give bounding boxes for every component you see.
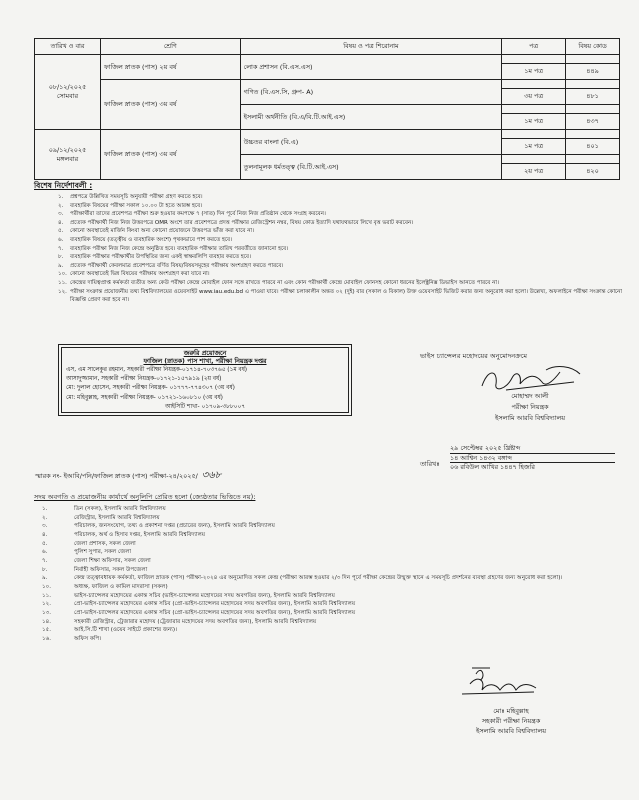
distribution-item-text: প্রো-ভাইস-চ্যান্সেলর মহোদয়ের একান্ত সচিব (প্রো-ভাইস-চ্যান্সেলর মহোদয়ের সদয় অবগতির জন্য), ইসলামি আরবি বিশ্ববিদ্যালয় bbox=[74, 601, 356, 608]
instruction-item-number: ৪. bbox=[58, 219, 64, 226]
distribution-item bbox=[42, 557, 627, 566]
distribution-item bbox=[42, 609, 627, 618]
table-cell: গণিত (বি.এস.সি, গ্রুপ- A) bbox=[240, 80, 502, 105]
instruction-item bbox=[40, 279, 625, 288]
contact-title: জরুরি প্রয়োজনে bbox=[183, 350, 227, 357]
instruction-item-number: ৮. bbox=[58, 254, 64, 261]
instruction-item bbox=[40, 193, 625, 202]
distribution-item-text: কেন্দ্র তত্ত্বাবধায়ক কর্মকর্তা, ফাজিল স্নাতক (পাস) পরীক্ষা-২০২৪ এর অনুমোদিত সকল কেন্দ্র (পরীক্ষা আরম্ভ হওয়ার ২/৩ দিন পূর্বে পরীক্ষা কেন্দ্রের উন্মুক্ত স্থানে এ সময়সূচি প্রদর্শনের ব্যবস্থা গ্রহণের জন্য অনুরোধ করা হলো)। bbox=[74, 575, 563, 582]
distribution-list bbox=[42, 505, 627, 644]
distribution-item-number: ৪. bbox=[42, 531, 48, 538]
instruction-item bbox=[40, 270, 625, 279]
table-cell bbox=[566, 155, 620, 164]
distribution-heading: সদয় অবগতি ও প্রয়োজনীয় কার্যার্থে অনুলিপি প্রেরিত হলো (জ্যেষ্ঠতার ভিত্তিতে নয়): bbox=[34, 493, 256, 501]
table-row bbox=[35, 80, 620, 89]
table-cell: লোক প্রশাসন (বি.এস.এস) bbox=[240, 55, 502, 80]
instruction-item bbox=[40, 245, 625, 254]
instruction-item-text: ব্যবহারিক বিষয়ে (তত্ত্বীয় ও ব্যবহারিক অংশে) পৃথকভাবে পাশ করতে হবে। bbox=[70, 236, 233, 243]
contact-line: মো: দুলাল হোসেন, সহকারী পরীক্ষা নিয়ন্ত্রক- ০১৭৭৭-৭৭৪৩০৭ (৩য় বর্ষ) bbox=[66, 385, 235, 392]
instruction-item bbox=[40, 262, 625, 271]
table-cell: ৪৩৭ bbox=[566, 114, 620, 130]
distribution-item-number: ১১. bbox=[42, 592, 52, 599]
controller-signatory bbox=[455, 391, 605, 424]
instruction-item-number: ৬. bbox=[58, 236, 64, 243]
contact-line: মো: মহিবুল্লাহ, সহকারী পরীক্ষা নিয়ন্ত্রক- ০১৭২১-১৬০৮১০ (৩য় বর্ষ) bbox=[66, 394, 223, 401]
date-hijri: ০৬ রবিউল আখির ১৪৪৭ হিজরি bbox=[450, 463, 535, 471]
distribution-item bbox=[42, 626, 627, 635]
instruction-item-text: কোনো অবস্থাতেই মার্জিন কিংবা অন্য কোনো প্রয়োজনে উত্তরপত্র ভাঁজ করা যাবে না। bbox=[70, 228, 255, 235]
distribution-item-text: জেলা প্রশাসক, সকল জেলা bbox=[74, 540, 136, 547]
instruction-item-number: ৫. bbox=[58, 228, 64, 235]
distribution-item-text: পুলিশ সুপার, সকল জেলা bbox=[74, 549, 132, 556]
table-row bbox=[35, 55, 620, 64]
instruction-item-text: প্রশ্নপত্রে উল্লিখিত সময়সূচি অনুযায়ী পরীক্ষা গ্রহণ করতে হবে। bbox=[70, 194, 203, 200]
distribution-item bbox=[42, 505, 627, 514]
distribution-item-text: অফিস কপি। bbox=[74, 635, 102, 642]
distribution-item-number: ২. bbox=[42, 514, 48, 521]
header-paper: পত্র bbox=[502, 39, 566, 55]
emergency-contact-box bbox=[58, 344, 352, 416]
instruction-item-text: প্রত্যেক পরীক্ষার্থী কেবলমাত্র প্রবেশপত্রে বর্ণিত বিষয়/বিষয়সমূহের পরীক্ষায় অংশগ্রহণ করতে পারবে। bbox=[70, 262, 284, 269]
distribution-item-number: ৯. bbox=[42, 575, 48, 582]
distribution-item-text: নির্বাহী অফিসার, সকল উপজেলা bbox=[74, 566, 148, 573]
instruction-item-number: ৩. bbox=[58, 211, 64, 218]
signatory-title: সহকারী পরীক্ষা নিয়ন্ত্রক bbox=[481, 717, 541, 725]
header-class: শ্রেণি bbox=[100, 39, 240, 55]
table-cell: ইসলামী অর্থনীতি (বি.এ/বি.টি.আই.এস) bbox=[240, 105, 502, 130]
day1-date-cell bbox=[35, 55, 101, 130]
instruction-item bbox=[40, 288, 625, 305]
contact-subtitle: ফাজিল (স্নাতক) পাস শাখা, পরীক্ষা নিয়ন্ত্রক দপ্তর bbox=[143, 358, 267, 365]
distribution-item bbox=[42, 531, 627, 540]
instruction-item bbox=[40, 253, 625, 262]
distribution-item-number: ১২. bbox=[42, 601, 52, 608]
distribution-item-text: আই.সি.টি শাখা (ওয়েব সাইটে প্রকাশের জন্য)। bbox=[74, 627, 178, 634]
distribution-item bbox=[42, 618, 627, 627]
instruction-item bbox=[40, 227, 625, 236]
table-cell: ২য় পত্র bbox=[502, 164, 566, 180]
table-cell bbox=[502, 130, 566, 139]
header-date: তারিখ ও বার bbox=[35, 39, 101, 55]
table-cell: তুলনামূলক ধর্মতত্ত্ব (বি.টি.আই.এস) bbox=[240, 155, 502, 180]
memo-handwritten-number: ৩৬৮ bbox=[201, 470, 222, 481]
instruction-item-number: ১. bbox=[58, 194, 64, 200]
date-label: তারিখঃ bbox=[420, 460, 440, 468]
instruction-item bbox=[40, 202, 625, 211]
instruction-item-number: ৭. bbox=[58, 245, 64, 252]
table-cell bbox=[502, 55, 566, 64]
exam-schedule-table bbox=[34, 38, 620, 180]
distribution-item-text: ডিন (সকল), ইসলামি আরবি বিশ্ববিদ্যালয় bbox=[74, 506, 166, 512]
signatory-title: পরীক্ষা নিয়ন্ত্রক bbox=[511, 403, 549, 411]
table-cell bbox=[566, 105, 620, 114]
distribution-item-text: পরিচালক, জনসংযোগ, তথ্য ও প্রকাশনা দপ্তর (প্রচারের জন্য), ইসলামি আরবি বিশ্ববিদ্যালয় bbox=[74, 523, 275, 530]
table-cell bbox=[566, 55, 620, 64]
table-header-row bbox=[35, 39, 620, 55]
table-cell bbox=[566, 130, 620, 139]
distribution-item-number: ৭. bbox=[42, 557, 48, 564]
distribution-item-text: রেজিস্ট্রার, ইসলামি আরবি বিশ্ববিদ্যালয় bbox=[74, 514, 160, 521]
instruction-item-number: ৯. bbox=[58, 262, 64, 269]
day2-date: ০৯/১২/২০২৫ bbox=[48, 145, 87, 154]
date-bangla: ১৪ আশ্বিন ১৪৩২ বঙ্গাব্দ bbox=[450, 454, 615, 464]
distribution-item bbox=[42, 635, 627, 644]
table-cell: ফাজিল স্নাতক (পাস) ৩য় বর্ষ bbox=[100, 80, 240, 130]
distribution-item-number: ৮. bbox=[42, 566, 48, 573]
instruction-item bbox=[40, 219, 625, 228]
assistant-controller-signatory bbox=[436, 706, 586, 736]
emergency-contact-inner bbox=[61, 347, 349, 413]
instruction-item-text: ব্যবহারিক বিষয়ের পরীক্ষা সকাল ১০.০০ টা হতে আরম্ভ হবে। bbox=[70, 202, 203, 209]
instruction-item-text: ব্যবহারিক পরীক্ষার পরীক্ষার্থীর উপস্থিতির জন্য একই স্বাক্ষরলিপি ব্যবহার করতে হবে। bbox=[70, 254, 251, 261]
distribution-item bbox=[42, 540, 627, 549]
date-lines bbox=[450, 444, 615, 473]
distribution-item bbox=[42, 574, 627, 583]
distribution-item-number: ১. bbox=[42, 506, 48, 512]
contact-line: এস, এম সালেকুর রহমান, সহকারী পরীক্ষা নিয়ন্ত্রক-০১৭১৪-৭০৩৭৬৫ (১ম বর্ষ) bbox=[66, 367, 248, 373]
table-cell bbox=[566, 80, 620, 89]
table-cell: ৩য় পত্র bbox=[502, 89, 566, 105]
table-cell: ১ম পত্র bbox=[502, 139, 566, 155]
instruction-item-number: ১০. bbox=[58, 271, 67, 278]
distribution-item-number: ৬. bbox=[42, 549, 48, 556]
signatory-name: মোঃ মহিবুল্লাহ bbox=[493, 707, 529, 715]
distribution-item-number: ১৪. bbox=[42, 618, 52, 625]
distribution-item bbox=[42, 592, 627, 601]
instruction-item-text: পরীক্ষার্থীরা তাদের প্রবেশপত্র পরীক্ষা শুরু হওয়ার কমপক্ষে ৭ (সাত) দিন পূর্বে নিজ নিজ প্রতিষ্ঠান থেকে সংগ্রহ করবেন। bbox=[70, 211, 326, 218]
table-cell: ৪২০ bbox=[566, 164, 620, 180]
distribution-item-text: সহকারী রেজিস্ট্রার, ট্রেজারার মহোদয় (ট্রেজারার মহোদয়ের সদয় অবগতির জন্য), ইসলামি আরবি বিশ্ববিদ্যালয় bbox=[74, 618, 317, 625]
day2-weekday: মঙ্গলবার bbox=[56, 154, 79, 163]
signatory-name: মোহাম্মদ আলী bbox=[511, 392, 549, 400]
contact-line: আসাদুজ্জামান, সহকারী পরীক্ষা নিয়ন্ত্রক-০১৭২১-১৫৭৯১৯ (২য় বর্ষ) bbox=[66, 376, 222, 383]
table-cell: ৪০১ bbox=[566, 139, 620, 155]
instruction-item-number: ১১. bbox=[58, 279, 67, 286]
date-gregorian: ২৯ সেপ্টেম্বর ২০২৫ খ্রিষ্টাব্দ bbox=[450, 444, 615, 454]
distribution-item-number: ১৬. bbox=[42, 635, 52, 642]
instruction-item-text: কোনো অবস্থাতেই ভিন্ন বিষয়ের পরীক্ষায় অংশগ্রহণ করা যাবে না। bbox=[70, 271, 210, 278]
instruction-item-text: কেন্দ্রের দায়িত্বপ্রাপ্ত কর্মকর্তা ব্যতীত অন্য কেউ পরীক্ষা কেন্দ্রে মোবাইল ফোন সঙ্গে রাখতে পারবে না এবং কোন পরীক্ষার্থী কেন্দ্রে মোবাইল ফোনসহ কোনো ধরনের ইলেক্ট্রনিক্স ডিভাইস আনতে পারবে না। bbox=[70, 279, 499, 286]
table-cell: ১ম পত্র bbox=[502, 114, 566, 130]
distribution-item-number: ৫. bbox=[42, 540, 48, 547]
contact-line: আইসিটি শাখা- ০১৭০৯-৩৮৮০০৭ bbox=[165, 403, 245, 410]
distribution-item bbox=[42, 566, 627, 575]
signatory-org: ইসলামি আরবি বিশ্ববিদ্যালয় bbox=[476, 727, 546, 735]
table-cell bbox=[502, 80, 566, 89]
instructions-heading: বিশেষ নির্দেশাবলী : bbox=[34, 181, 93, 190]
distribution-item-number: ১০. bbox=[42, 583, 52, 590]
table-row bbox=[35, 130, 620, 139]
table-cell bbox=[502, 155, 566, 164]
header-code: বিষয় কোড bbox=[566, 39, 620, 55]
table-cell: ১ম পত্র bbox=[502, 64, 566, 80]
distribution-item-number: ১৫. bbox=[42, 627, 52, 634]
distribution-item-number: ৩. bbox=[42, 523, 48, 530]
distribution-item bbox=[42, 600, 627, 609]
distribution-item bbox=[42, 514, 627, 523]
distribution-item-text: প্রো-ভাইস-চ্যান্সেলর মহোদয়ের একান্ত সচিব (প্রো-ভাইস-চ্যান্সেলর মহোদয়ের সদয় অবগতির জন্য), ইসলামি আরবি বিশ্ববিদ্যালয় bbox=[74, 609, 356, 616]
table-cell: ফাজিল স্নাতক (পাস) ৩য় বর্ষ bbox=[100, 130, 240, 180]
header-subject: বিষয় ও পত্র শিরোনাম bbox=[240, 39, 502, 55]
instruction-item-text: প্রত্যেক পরীক্ষার্থী নিজ নিজ উত্তরপত্রে OMR অংশে তার প্রবেশপত্রে প্রদত্ত পরীক্ষার রেজিস্ট্রেশন নম্বর, বিষয় কোড ইত্যাদি যথাযথভাবে লিখে বৃত্ত ভরাট করবেন। bbox=[70, 219, 414, 226]
distribution-item-text: জেলা শিক্ষা অফিসার, সকল জেলা bbox=[74, 557, 151, 564]
instructions-list bbox=[40, 193, 625, 305]
memo-number bbox=[35, 468, 221, 485]
distribution-item-text: অধ্যক্ষ, ফাজিল ও কামিল মাদরাসা (সকল) bbox=[74, 583, 168, 590]
signatory-org: ইসলামি আরবি বিশ্ববিদ্যালয় bbox=[495, 414, 565, 422]
day1-weekday: সোমবার bbox=[56, 92, 79, 100]
day1-date: ০৮/১২/২০২৫ bbox=[48, 83, 87, 91]
distribution-item bbox=[42, 548, 627, 557]
instruction-item bbox=[40, 210, 625, 219]
instruction-item-text: পরীক্ষা সংক্রান্ত প্রয়োজনীয় তথ্য বিশ্ববিদ্যালয়ের ওয়েবসাইট www.iau.edu.bd এ পাওয়া যাবে। পরীক্ষা চলাকালীন অন্তত ০২ (দুই) বার (সকাল ও বিকাল) উক্ত ওয়েবসাইট ভিজিট করার জন্য অনুরোধ করা হলো। উল্লেখ্য, অফলাইনে পরীক্ষা সংক্রান্ত কোনো বিজ্ঞপ্তি প্রেরণ করা হবে না। bbox=[70, 288, 622, 304]
distribution-item bbox=[42, 583, 627, 592]
table-cell: ৪৮১ bbox=[566, 89, 620, 105]
memo-prefix: স্মারক নং- ইআবি/পনি/ফাজিল স্নাতক (পাস) পরীক্ষা-২৪/২০২৫/ bbox=[35, 472, 198, 480]
instruction-item bbox=[40, 236, 625, 245]
table-cell: ৪৪৯ bbox=[566, 64, 620, 80]
instruction-item-number: ১২. bbox=[58, 288, 67, 295]
distribution-item-text: পরিচালক, অর্থ ও হিসাব দপ্তর, ইসলামি আরবি বিশ্ববিদ্যালয় bbox=[74, 531, 206, 538]
table-cell: ফাজিল স্নাতক (পাস) ২য় বর্ষ bbox=[100, 55, 240, 80]
vc-approval-text: ভাইস চ্যান্সেলর মহোদয়ের অনুমোদনক্রমে bbox=[420, 352, 528, 360]
instruction-item-text: ব্যবহারিক পরীক্ষা নিজ নিজ কেন্দ্রে অনুষ্ঠিত হবে। ব্যবহারিক পরীক্ষার তারিখ পরবর্তীতে জানানো হবে। bbox=[70, 245, 289, 252]
instruction-item-number: ২. bbox=[58, 202, 64, 209]
distribution-item bbox=[42, 522, 627, 531]
distribution-item-number: ১৩. bbox=[42, 609, 52, 616]
day2-date-cell bbox=[35, 130, 101, 180]
table-cell: উচ্চতর বাংলা (বি.এ) bbox=[240, 130, 502, 155]
assistant-controller-signature bbox=[452, 660, 552, 700]
table-cell bbox=[502, 105, 566, 114]
distribution-item-text: ভাইস-চ্যান্সেলর মহোদয়ের একান্ত সচিব (ভাইস-চ্যান্সেলর মহোদয়ের সদয় অবগতির জন্য), ইসলামি আরবি বিশ্ববিদ্যালয় bbox=[74, 592, 335, 599]
